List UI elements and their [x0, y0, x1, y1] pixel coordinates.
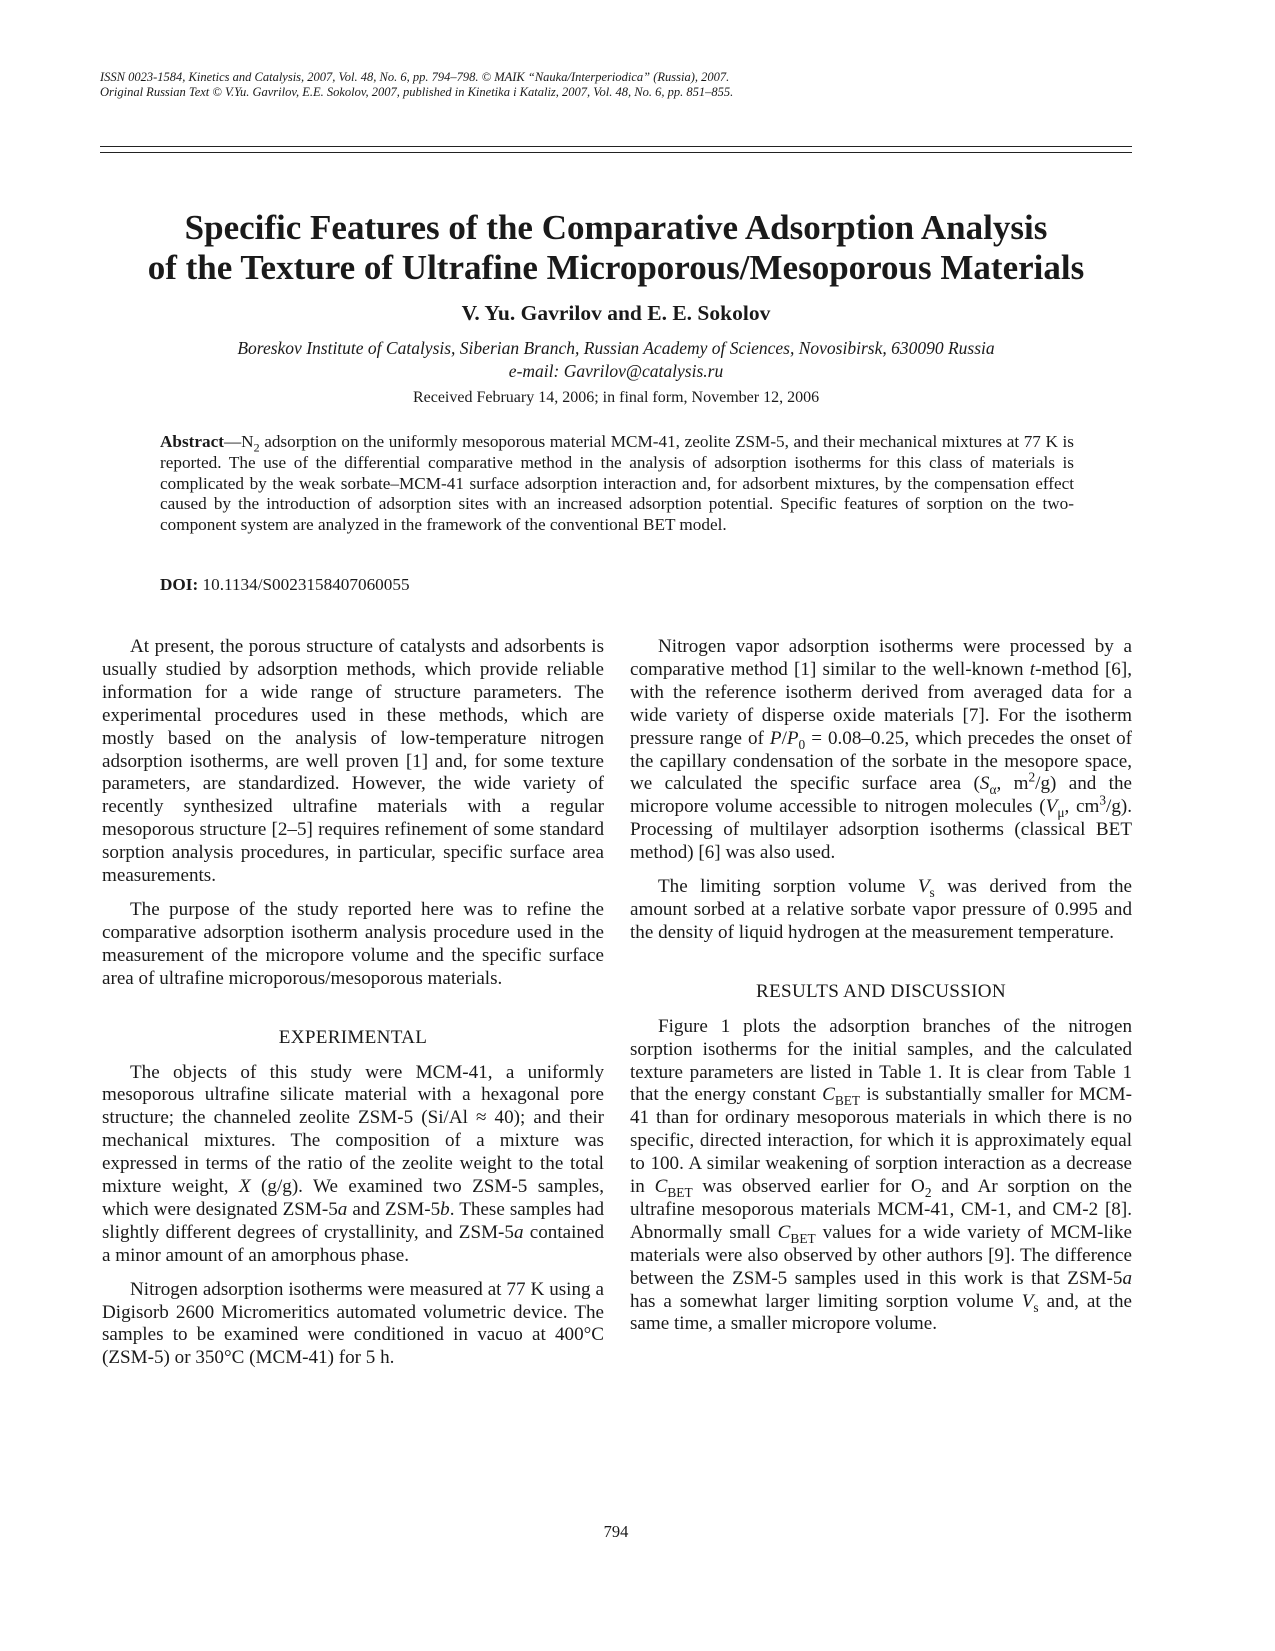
left-column [102, 636, 604, 1381]
paragraph: The purpose of the study reported here was to refine the comparative adsorption isotherm analysis procedure used in the measurement of the micropore volume and the specific surface area of ultrafine microporous/mesoporous materials. [102, 898, 604, 989]
paragraph: Nitrogen adsorption isotherms were measured at 77 K using a Digisorb 2600 Micromeritics automated volumetric device. The samples to be examined were conditioned in vacuo at 400°C (ZSM-5) or 350°C (MCM-41) for 5 h. [102, 1278, 604, 1369]
abstract-formula: N [241, 432, 254, 451]
header-rule-bottom [100, 152, 1132, 153]
doi [160, 575, 1074, 596]
received-date: Received February 14, 2006; in final form, November 12, 2006 [412, 389, 820, 406]
doi-label: DOI: [160, 575, 199, 594]
journal-citation-line: ISSN 0023-1584, Kinetics and Catalysis, 2007, Vol. 48, No. 6, pp. 794–798. © MAIK “Nauka/Interperiodica” (Russia), 2007. [100, 70, 730, 84]
paragraph: The limiting sorption volume $V_s$ was derived from the amount sorbed at a relative sorbate vapor pressure of 0.995 and the density of liquid hydrogen at the measurement temperature. [630, 876, 1132, 943]
title-line-2: of the Texture of Ultrafine Microporous/Mesoporous Materials [147, 248, 1085, 287]
section-heading-experimental: EXPERIMENTAL [278, 1026, 428, 1048]
header-rule-top [100, 146, 1132, 147]
right-column [630, 636, 1132, 1347]
paragraph: Nitrogen vapor adsorption isotherms were processed by a comparative method [1] similar to the well-known t-method [6], with the reference isotherm derived from averaged data for a wide variety of disperse oxide materials [7]. For the isotherm pressure range of $P/P_0 = 0.08-0.25$, which precedes the onset of the capillary condensation of the sorbate in the mesopore space, we calculated the specific surface area ($S_\alpha$, $m^2/g$) and the micropore volume accessible to nitrogen molecules ($V_\mu$, $cm^3/g$). Processing of multilayer adsorption isotherms (classical BET method) [6] was also used. [630, 636, 1133, 864]
abstract [160, 432, 1074, 536]
authors: V. Yu. Gavrilov and E. E. Sokolov [461, 301, 771, 325]
journal-header [100, 70, 1140, 100]
article-title [100, 208, 1132, 288]
affiliation: Boreskov Institute of Catalysis, Siberian Branch, Russian Academy of Sciences, Novosibirsk, 630090 Russia [237, 338, 995, 358]
paragraph: The objects of this study were MCM-41, a uniformly mesoporous ultrafine silicate material with a hexagonal pore structure; the channeled zeolite ZSM-5 (Si/Al ≈ 40); and their mechanical mixtures. The composition of a mixture was expressed in terms of the ratio of the zeolite weight to the total mixture weight, X (g/g). We examined two ZSM-5 samples, which were designated ZSM-5a and ZSM-5b. These samples had slightly different degrees of crystallinity, and ZSM-5a contained a minor amount of an amorphous phase. [102, 1061, 605, 1266]
page-number: 794 [603, 1522, 629, 1541]
email[interactable]: e-mail: Gavrilov@catalysis.ru [508, 361, 724, 381]
abstract-label: Abstract [160, 432, 224, 451]
original-text-line: Original Russian Text © V.Yu. Gavrilov, E.E. Sokolov, 2007, published in Kinetika i Kataliz, 2007, Vol. 48, No. 6, pp. 851–855. [100, 85, 734, 99]
abstract-dash: — [223, 432, 242, 451]
abstract-formula-sub: 2 [253, 440, 260, 455]
doi-value[interactable]: 10.1134/S0023158407060055 [202, 575, 410, 594]
paragraph: Figure 1 plots the adsorption branches of the nitrogen sorption isotherms for the initial samples, and the calculated texture parameters are listed in Table 1. It is clear from Table 1 that the energy constant $C_{BET}$ is substantially smaller for MCM-41 than for ordinary mesoporous materials in which there is no specific, directed interaction, for which it is approximately equal to 100. A similar weakening of sorption interaction as a decrease in $C_{BET}$ was observed earlier for $O_2$ and Ar sorption on the ultrafine mesoporous materials MCM-41, CM-1, and CM-2 [8]. Abnormally small $C_{BET}$ values for a wide variety of MCM-like materials were also observed by other authors [9]. The difference between the ZSM-5 samples used in this work is that ZSM-5a has a somewhat larger limiting sorption volume $V_s$ and, at the same time, a smaller micropore volume. [630, 1015, 1132, 1335]
affiliation-block [100, 337, 1132, 383]
section-heading-results: RESULTS AND DISCUSSION [756, 980, 1006, 1002]
abstract-body: adsorption on the uniformly mesoporous material MCM-41, zeolite ZSM-5, and their mechanical mixtures at 77 K is reported. The use of the differential comparative method in the analysis of adsorption isotherms for this class of materials is complicated by the weak sorbate–MCM-41 surface adsorption interaction and, for adsorbent mixtures, by the compensation effect caused by the introduction of adsorption sites with an increased adsorption potential. Specific features of sorption on the two-component system are analyzed in the framework of the conventional BET model. [160, 432, 1074, 535]
title-line-1: Specific Features of the Comparative Adsorption Analysis [184, 208, 1048, 247]
paragraph: At present, the porous structure of catalysts and adsorbents is usually studied by adsorption methods, which provide reliable information for a wide range of structure parameters. The experimental procedures used in these methods, which are mostly based on the analysis of low-temperature nitrogen adsorption isotherms, are well proven [1] and, for some texture parameters, are standardized. However, the wide variety of recently synthesized ultrafine materials with a regular mesoporous structure [2–5] requires refinement of some standard sorption analysis procedures, in particular, specific surface area measurements. [102, 636, 604, 887]
